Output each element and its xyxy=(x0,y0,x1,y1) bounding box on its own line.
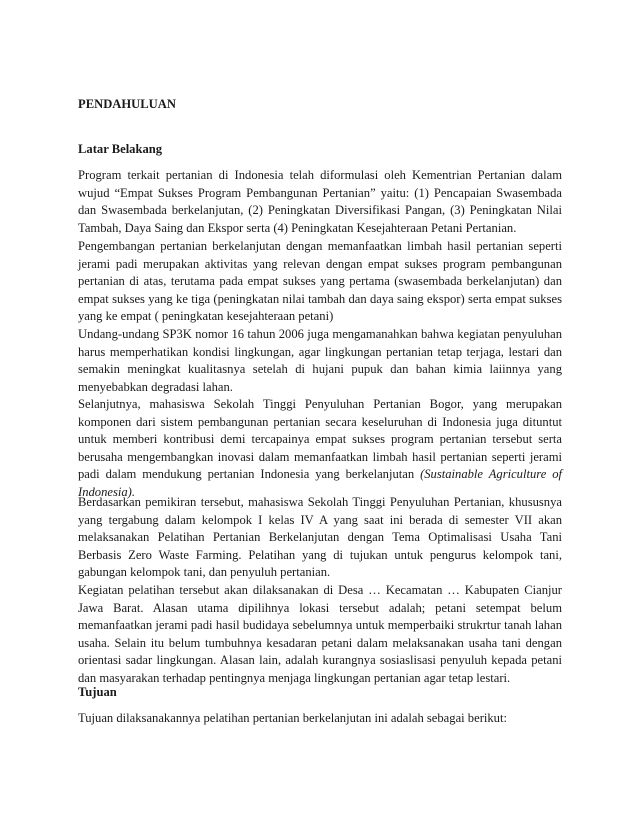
paragraph-5: Berdasarkan pemikiran tersebut, mahasiswa Sekolah Tinggi Penyuluhan Pertanian, khususnya yang tergabung dalam kelompok I kelas IV A yang saat ini berada di semester VII akan melaksanakan Pelatihan Pertanian Berkelanjutan dengan Tema Optimalisasi Usaha Tani Berbasis Zero Waste Farming. Pelatihan yang di tujukan untuk pengurus kelompok tani, gabungan kelompok tani, dan penyuluh pertanian. xyxy=(78,495,562,580)
section-heading-tujuan: Tujuan xyxy=(78,685,117,699)
paragraph-4-text: Selanjutnya, mahasiswa Sekolah Tinggi Penyuluhan Pertanian Bogor, yang merupakan komponen dari sistem pembangunan pertanian secara keseluruhan di Indonesia juga dituntut untuk memberi kontribusi demi tercapainya empat sukses program pertanian tersebut serta berusaha mengembangkan inovasi dalam memanfaatkan limbah hasil pertanian seperti jerami padi dalam mendukung pertanian Indonesia yang berkelanjutan xyxy=(78,397,562,482)
paragraph-7: Tujuan dilaksanakannya pelatihan pertanian berkelanjutan ini adalah sebagai berikut: xyxy=(78,711,507,725)
paragraph-4-italic: (Sustainable Agriculture of Indonesia). xyxy=(78,467,562,499)
paragraph-4 xyxy=(78,396,562,502)
paragraph-1: Program terkait pertanian di Indonesia telah diformulasi oleh Kementrian Pertanian dalam wujud “Empat Sukses Program Pembangunan Pertanian” yaitu: (1) Pencapaian Swasembada dan Swasembada berkelanjutan, (2) Peningkatan Diversifikasi Pangan, (3) Peningkatan Nilai Tambah, Daya Saing dan Ekspor serta (4) Peningkatan Kesejahteraan Petani Pertanian. xyxy=(78,168,562,235)
paragraph-6: Kegiatan pelatihan tersebut akan dilaksanakan di Desa … Kecamatan … Kabupaten Cianjur Jawa Barat. Alasan utama dipilihnya lokasi tersebut adalah; petani setempat belum memanfaatkan jerami padi hasil budidaya sebelumnya untuk memperbaiki strukrtur tanah lahan usaha. Selain itu belum tumbuhnya kesadaran petani dalam melaksanakan usaha tani dengan orientasi sadar lingkungan. Alasan lain, adalah kurangnya sosiaslisasi penyuluh kepada petani dan masyarakan terhadap pentingnya menjaga lingkungan pertanian agar tetap lestari. xyxy=(78,583,562,685)
paragraph-2: Pengembangan pertanian berkelanjutan dengan memanfaatkan limbah hasil pertanian seperti jerami padi merupakan aktivitas yang relevan dengan empat sukses program pembangunan pertanian di atas, terutama pada empat sukses yang pertama (swasembada berkelanjutan) dan empat sukses yang ke tiga (peningkatan nilai tambah dan daya saing ekspor) serta empat sukses yang ke empat ( peningkatan kesejahteraan petani) xyxy=(78,239,562,324)
page-title: PENDAHULUAN xyxy=(78,97,176,111)
paragraph-3: Undang-undang SP3K nomor 16 tahun 2006 juga mengamanahkan bahwa kegiatan penyuluhan harus memperhatikan kondisi lingkungan, agar lingkungan pertanian tetap terjaga, lestari dan semakin meningkat kualitasnya setelah di hujani pupuk dan bahan kimia laiinnya yang menyebabkan degradasi lahan. xyxy=(78,327,562,394)
section-heading-latar-belakang: Latar Belakang xyxy=(78,142,163,156)
